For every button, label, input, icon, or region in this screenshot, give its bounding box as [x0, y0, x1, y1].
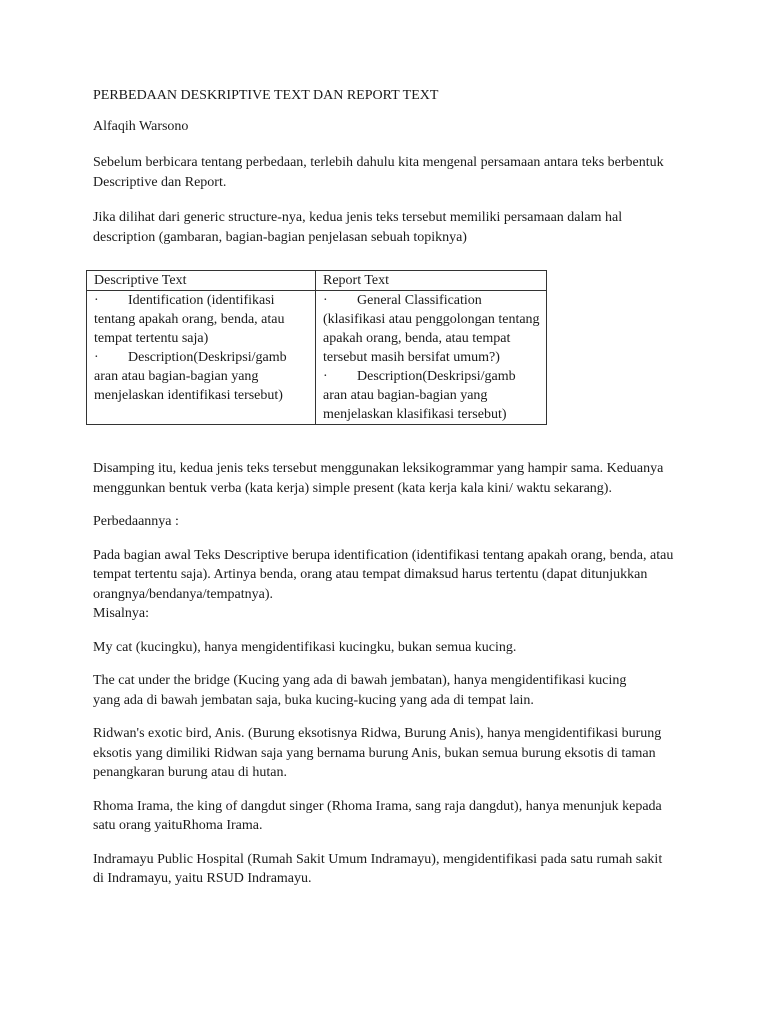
- bullet-icon: ·: [94, 293, 99, 308]
- document-page: [93, 86, 693, 889]
- bullet-icon: ·: [323, 369, 328, 384]
- body-paragraph-misalnya: Misalnya:: [93, 606, 149, 621]
- example-my-cat: My cat (kucingku), hanya mengidentifikasi kucingku, bukan semua kucing.: [93, 639, 517, 655]
- report-item-1-rest: (klasifikasi atau penggolongan tentang apakah orang, benda, atau tempat tersebut masih bersifat umum?): [323, 312, 540, 365]
- body-paragraph-leksikogrammar: Disamping itu, kedua jenis teks tersebut menggunakan leksikogrammar yang hampir sama. Keduanya menggunkan bentuk verba (kata kerja) simple present (kata kerja kala kini/ waktu sekarang).: [93, 461, 664, 496]
- report-cell: [316, 291, 547, 425]
- descriptive-item-2-rest: aran atau bagian-bagian yang menjelaskan identifikasi tersebut): [94, 369, 283, 403]
- table-header-row: [87, 271, 547, 291]
- descriptive-item-1: [94, 291, 311, 310]
- descriptive-item-2: [94, 348, 311, 367]
- example-ridwan-bird: Ridwan's exotic bird, Anis. (Burung eksotisnya Ridwa, Burung Anis), hanya mengidentifikasi burung eksotis yang dimiliki Ridwan saja yang bernama burung Anis, bukan semua burung eksotis di taman penangkaran burung atau di hutan.: [93, 726, 662, 780]
- report-item-1: [323, 291, 542, 310]
- author-name: Alfaqih Warsono: [93, 118, 189, 134]
- descriptive-cell: [87, 291, 316, 425]
- intro-paragraph-2: Jika dilihat dari generic structure-nya, kedua jenis teks tersebut memiliki persamaan dalam hal description (gambaran, bagian-bagian penjelasan sebuah topiknya): [93, 210, 623, 245]
- example-rhoma-irama: Rhoma Irama, the king of dangdut singer (Rhoma Irama, sang raja dangdut), hanya menunjuk kepada satu orang yaituRhoma Irama.: [93, 798, 662, 833]
- table-header-descriptive: Descriptive Text: [87, 271, 316, 291]
- table-row: [87, 291, 547, 425]
- report-item-2: [323, 367, 542, 386]
- bullet-icon: ·: [94, 350, 99, 365]
- example-indramayu-hospital: Indramayu Public Hospital (Rumah Sakit Umum Indramayu), mengidentifikasi pada satu rumah sakit di Indramayu, yaitu RSUD Indramayu.: [93, 851, 663, 886]
- table-header-report: Report Text: [316, 271, 547, 291]
- comparison-table: [86, 270, 547, 425]
- descriptive-item-1-rest: tentang apakah orang, benda, atau tempat tertentu saja): [94, 312, 285, 346]
- example-cat-under-bridge: The cat under the bridge (Kucing yang ada di bawah jembatan), hanya mengidentifikasi kucing yang ada di bawah jembatan saja, buka kucing-kucing yang ada di tempat lain.: [93, 673, 627, 708]
- bullet-icon: ·: [323, 293, 328, 308]
- body-paragraph-descriptive-awal: Pada bagian awal Teks Descriptive berupa identification (identifikasi tentang apakah orang, benda, atau tempat tertentu saja). Artinya benda, orang atau tempat dimaksud harus tertentu (dapat ditunjukkan orangnya/bendanya/tempatnya).: [93, 547, 674, 602]
- report-item-1-first: General Classification: [357, 293, 482, 308]
- report-item-2-first: Description(Deskripsi/gamb: [357, 369, 516, 384]
- descriptive-item-1-first: Identification (identifikasi: [128, 293, 275, 308]
- intro-paragraph-1: Sebelum berbicara tentang perbedaan, terlebih dahulu kita mengenal persamaan antara teks berbentuk Descriptive dan Report.: [93, 155, 664, 190]
- report-item-2-rest: aran atau bagian-bagian yang menjelaskan klasifikasi tersebut): [323, 388, 507, 422]
- body-paragraph-perbedaan-heading: Perbedaannya :: [93, 514, 179, 529]
- document-title: PERBEDAAN DESKRIPTIVE TEXT DAN REPORT TEXT: [93, 88, 439, 103]
- descriptive-item-2-first: Description(Deskripsi/gamb: [128, 350, 287, 365]
